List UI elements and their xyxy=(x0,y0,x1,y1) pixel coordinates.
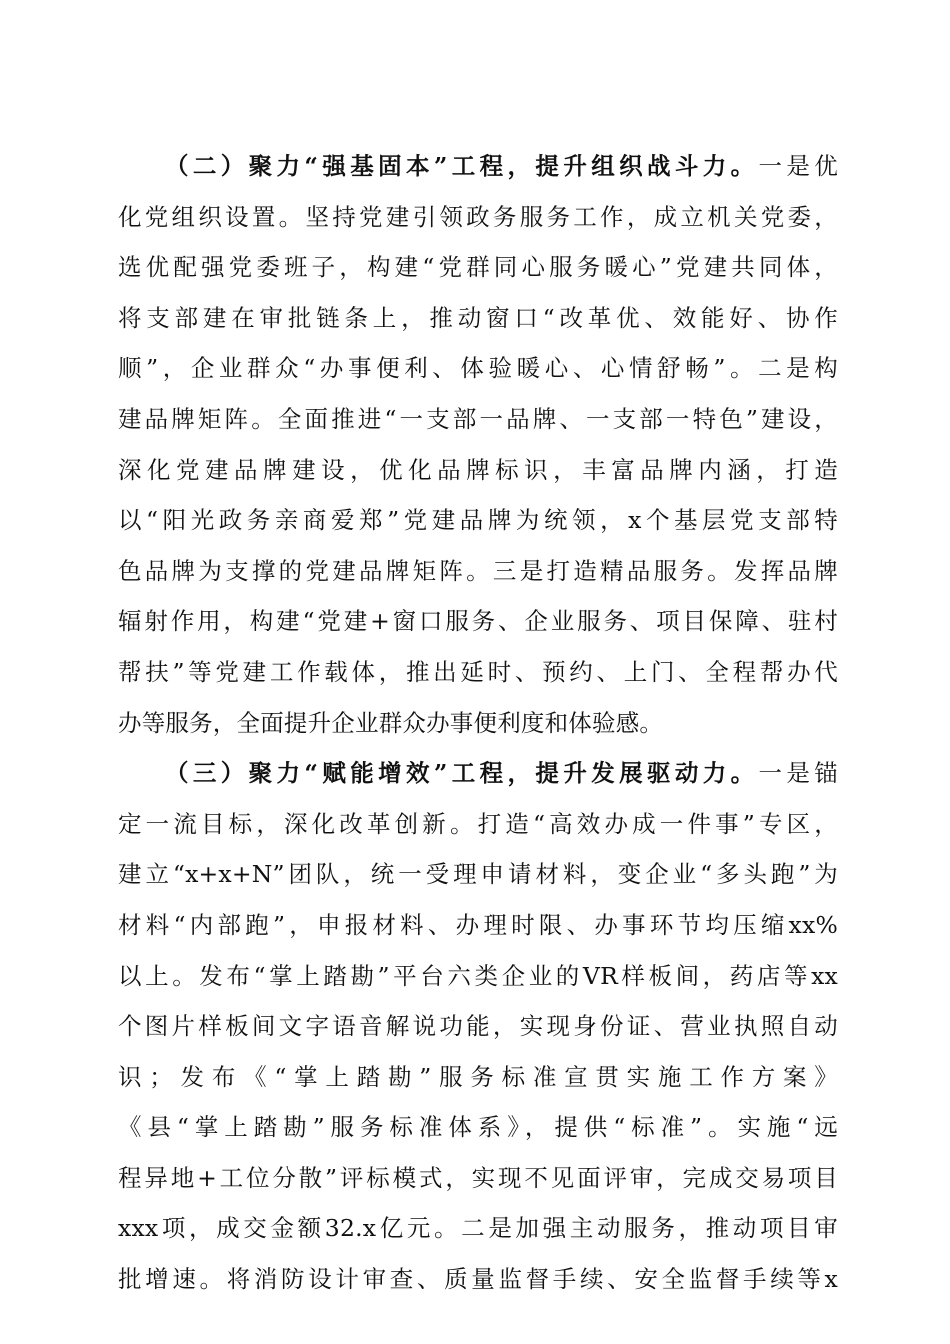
section-3-line: 定一流目标，深化改革创新。打造“高效办成一件事”专区， xyxy=(118,809,838,838)
section-2-line: 将支部建在审批链条上，推动窗口“改革优、效能好、协作 xyxy=(118,303,838,332)
section-2-line-1-rest: 一是优 xyxy=(758,152,838,180)
section-2-line: 辐射作用，构建“党建+窗口服务、企业服务、项目保障、驻村 xyxy=(118,607,838,636)
section-3-line-1-rest: 一是锚 xyxy=(758,759,838,788)
section-2-heading: （二）聚力“强基固本”工程，提升组织战斗力。 xyxy=(165,152,759,180)
section-3-line: 《县“掌上踏勘”服务标准体系》，提供“标准”。实施“远 xyxy=(118,1113,838,1142)
section-3-line: 个图片样板间文字语音解说功能，实现身份证、营业执照自动 xyxy=(118,1012,838,1041)
section-3-heading: （三）聚力“赋能增效”工程，提升发展驱动力。 xyxy=(165,759,759,788)
section-2-line: 选优配强党委班子，构建“党群同心服务暖心”党建共同体， xyxy=(118,253,838,282)
section-3-first-line xyxy=(118,748,838,799)
section-2-line: 深化党建品牌建设，优化品牌标识，丰富品牌内涵，打造 xyxy=(118,455,838,484)
section-3-line: 建立“x+x+N”团队，统一受理申请材料，变企业“多头跑”为 xyxy=(118,860,838,889)
section-3-line: 以上。发布“掌上踏勘”平台六类企业的VR样板间，药店等xx xyxy=(118,961,838,990)
section-3-line: 批增速。将消防设计审查、质量监督手续、安全监督手续等x xyxy=(118,1265,838,1294)
section-3-line: 程异地+工位分散”评标模式，实现不见面评审，完成交易项目 xyxy=(118,1163,838,1192)
section-3-line: 材料“内部跑”，申报材料、办理时限、办事环节均压缩xx% xyxy=(118,910,838,939)
section-2-line: 帮扶”等党建工作载体，推出延时、预约、上门、全程帮办代 xyxy=(118,657,838,686)
section-2-line: 化党组织设置。坚持党建引领政务服务工作，成立机关党委， xyxy=(118,202,838,231)
section-3-line: 识；发布《“掌上踏勘”服务标准宣贯实施工作方案》 xyxy=(118,1062,838,1091)
section-2-line: 以“阳光政务亲商爱郑”党建品牌为统领，x个基层党支部特 xyxy=(118,506,838,535)
section-2-first-line xyxy=(118,141,838,192)
section-2-line: 办等服务，全面提升企业群众办事便利度和体验感。 xyxy=(118,708,664,737)
section-2-line: 顺”，企业群众“办事便利、体验暖心、心情舒畅”。二是构 xyxy=(118,354,838,383)
section-2-line: 色品牌为支撑的党建品牌矩阵。三是打造精品服务。发挥品牌 xyxy=(118,556,838,585)
section-2-line: 建品牌矩阵。全面推进“一支部一品牌、一支部一特色”建设， xyxy=(118,404,838,433)
document-body xyxy=(118,141,838,1305)
section-3-line: xxx项，成交金额32.x亿元。二是加强主动服务，推动项目审 xyxy=(118,1214,838,1243)
